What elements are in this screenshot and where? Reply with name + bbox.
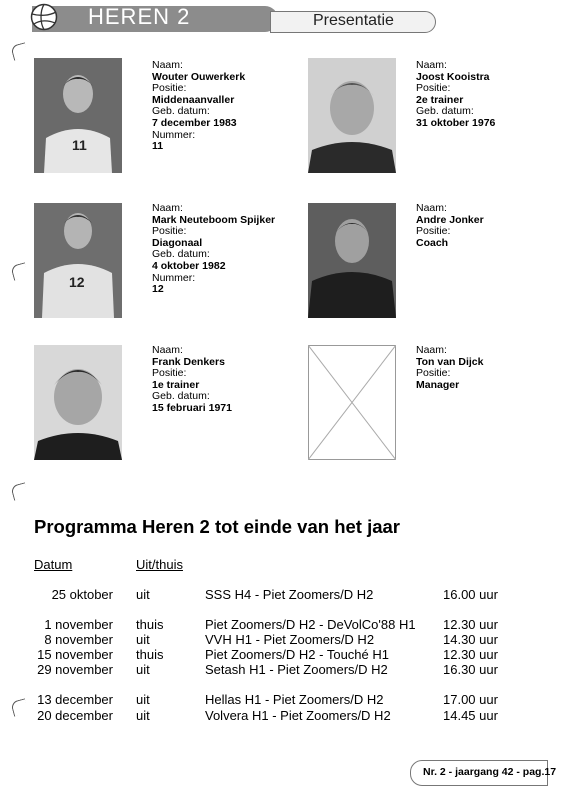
- program-title: Programma Heren 2 tot einde van het jaar: [34, 516, 401, 537]
- svg-text:12: 12: [69, 274, 85, 290]
- svg-text:11: 11: [72, 137, 87, 153]
- table-row: 25 oktober uit SSS H4 - Piet Zoomers/D H2 16.00 uur: [51, 587, 498, 602]
- punch-hole-mark: [10, 42, 28, 60]
- table-row: 8 november uit VVH H1 - Piet Zoomers/D H2 14.30 uur: [44, 632, 498, 647]
- punch-hole-mark: [10, 482, 28, 500]
- table-row: 13 december uit Hellas H1 - Piet Zoomers/D H2 17.00 uur: [37, 692, 498, 707]
- player-info: Naam: Mark Neuteboom Spijker Positie: Diagonaal Geb. datum: 4 oktober 1982 Nummer: 12: [152, 202, 276, 296]
- photo-placeholder: [308, 345, 396, 460]
- column-header-side: Uit/thuis: [136, 557, 183, 572]
- player-info: Naam: Ton van Dijck Positie: Manager: [416, 344, 484, 391]
- punch-hole-mark: [10, 262, 28, 280]
- section-title: Presentatie: [313, 12, 394, 29]
- player-info: Naam: Frank Denkers Positie: 1e trainer Geb. datum: 15 februari 1971: [152, 344, 232, 414]
- page-title: HEREN 2: [88, 4, 191, 29]
- player-photo: [34, 203, 122, 318]
- player-info: Naam: Andre Jonker Positie: Coach: [416, 202, 484, 249]
- volleyball-icon: [30, 3, 58, 31]
- player-photo: [34, 345, 122, 460]
- page-number: Nr. 2 - jaargang 42 - pag.17: [423, 766, 557, 778]
- table-row: 29 november uit Setash H1 - Piet Zoomers/D H2 16.30 uur: [37, 662, 498, 677]
- player-info: Naam: Joost Kooistra Positie: 2e trainer Geb. datum: 31 oktober 1976: [416, 59, 496, 129]
- player-photo: [308, 203, 396, 318]
- table-row: 1 november thuis Piet Zoomers/D H2 - DeVolCo'88 H1 12.30 uur: [44, 617, 498, 632]
- player-info: Naam: Wouter Ouwerkerk Positie: Middenaanvaller Geb. datum: 7 december 1983 Nummer: 11: [152, 59, 246, 153]
- player-photo: [308, 58, 396, 173]
- column-header-date: Datum: [34, 557, 73, 572]
- table-row: 20 december uit Volvera H1 - Piet Zoomers/D H2 14.45 uur: [37, 708, 498, 723]
- player-photo: [34, 58, 122, 173]
- table-row: 15 november thuis Piet Zoomers/D H2 - Touché H1 12.30 uur: [37, 647, 498, 662]
